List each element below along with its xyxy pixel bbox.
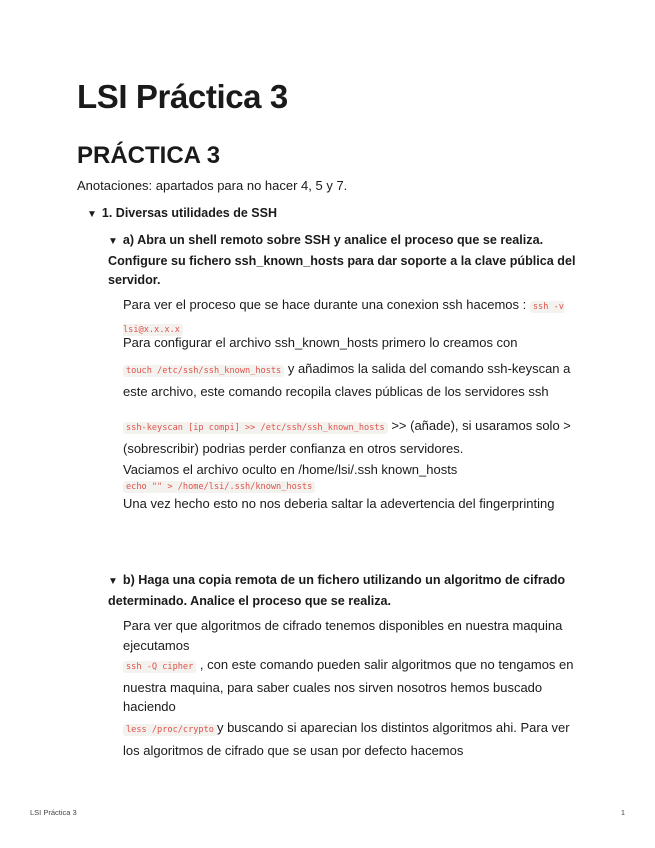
toggle-triangle-icon[interactable]: ▼ — [87, 209, 97, 220]
toggle-triangle-icon[interactable]: ▼ — [108, 576, 118, 587]
notes-text: Anotaciones: apartados para no hacer 4, 5 y 7. — [77, 178, 348, 193]
footer-title: LSI Práctica 3 — [30, 808, 77, 817]
paragraph-text: y añadimos la salida del comando ssh-keyscan a este archivo, este comando recopila claves públicas de los servidores ssh — [123, 361, 571, 399]
paragraph — [123, 416, 583, 458]
footer-page-number: 1 — [620, 808, 625, 817]
toggle-a-heading: a) Abra un shell remoto sobre SSH y analice el proceso que se realiza. Configure su fichero ssh_known_hosts para dar soporte a la clave pública del servidor. — [108, 233, 576, 287]
paragraph-text: Vaciamos el archivo oculto en /home/lsi/.ssh known_hosts — [123, 462, 458, 477]
paragraph — [123, 718, 583, 760]
paragraph-text: Una vez hecho esto no nos deberia saltar la adevertencia del fingerprinting — [123, 495, 555, 511]
section-title: PRÁCTICA 3 — [77, 142, 221, 169]
paragraph-text: >> (añade), si usaramos solo > (sobrescribir) podrias perder confianza en otros servidores. — [123, 418, 571, 456]
toggle-triangle-icon[interactable]: ▼ — [108, 236, 118, 247]
paragraph — [123, 359, 583, 401]
inline-code: touch /etc/ssh/ssh_known_hosts — [123, 365, 284, 377]
paragraph-text: , con este comando pueden salir algoritmos que no tengamos en nuestra maquina, para saber cuales nos sirven nosotros hemos buscado haciendo — [123, 657, 574, 714]
inline-code: ssh -v lsi@x.x.x.x — [123, 302, 564, 335]
toggle-label: 1. Diversas utilidades de SSH — [101, 206, 277, 220]
inline-code: ssh-keyscan [ip compi] >> /etc/ssh/ssh_known_hosts — [123, 422, 388, 434]
paragraph-text: y buscando si aparecian los distintos algoritmos ahi. Para ver los algoritmos de cifrado que se usan por defecto hacemos — [123, 720, 570, 758]
toggle-apartado-a[interactable] — [108, 231, 578, 291]
inline-code: echo "" > /home/lsi/.ssh/known_hosts — [123, 481, 315, 493]
toggle-apartado-b[interactable] — [108, 571, 578, 611]
toggle-diversas-utilidades[interactable] — [87, 206, 277, 220]
paragraph — [123, 460, 583, 513]
paragraph: Para configurar el archivo ssh_known_hosts primero lo creamos con — [123, 335, 518, 350]
inline-code: less /proc/crypto — [123, 724, 217, 736]
paragraph — [123, 616, 578, 717]
page-title: LSI Práctica 3 — [77, 78, 288, 115]
toggle-b-heading: b) Haga una copia remota de un fichero utilizando un algoritmo de cifrado determinado. Analice el proceso que se realiza. — [108, 573, 566, 608]
paragraph-text: Para ver que algoritmos de cifrado tenemos disponibles en nuestra maquina ejecutamos — [123, 618, 563, 653]
inline-code: ssh -Q cipher — [123, 661, 196, 673]
paragraph-text: Para ver el proceso que se hace durante una conexion ssh hacemos : — [123, 297, 530, 312]
